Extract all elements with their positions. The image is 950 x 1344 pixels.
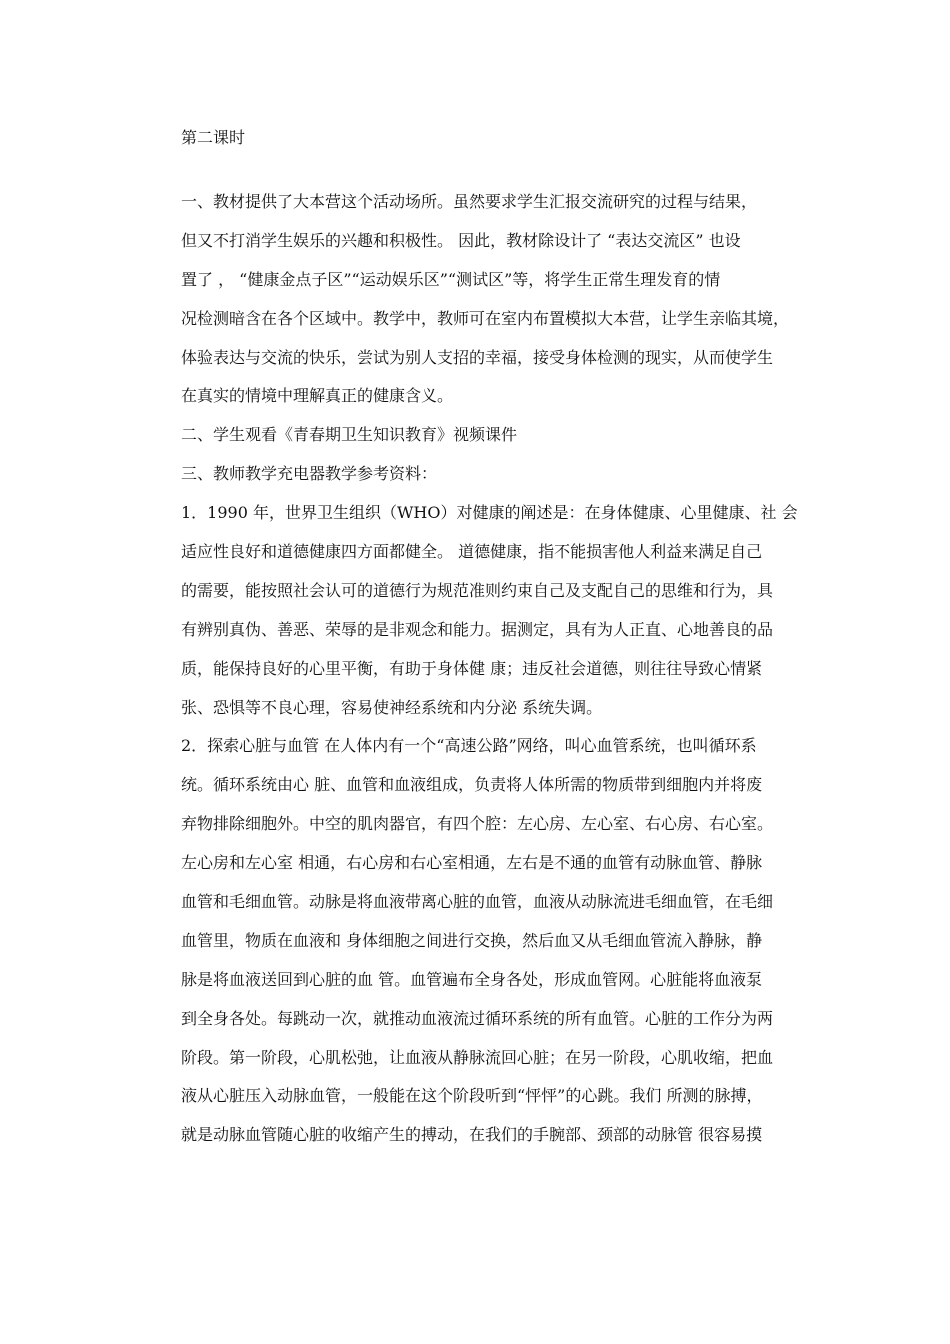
text-line: 一、教材提供了大本营这个活动场所。虽然要求学生汇报交流研究的过程与结果， (181, 192, 758, 211)
text-line: 适应性良好和道德健康四方面都健全。 道德健康，指不能损害他人利益来满足自己 (181, 542, 763, 562)
text-line: 张、恐惧等不良心理，容易使神经系统和内分泌 系统失调。 (181, 697, 603, 717)
text-line: 在真实的情境中理解真正的健康含义。 (181, 386, 454, 406)
text-line: 弃物排除细胞外。中空的肌肉器官，有四个腔：左心房、左心室、右心房、右心室。 (181, 814, 774, 834)
text-line: 体验表达与交流的快乐，尝试为别人支招的幸福，接受身体检测的现实，从而使学生 (181, 347, 774, 367)
lesson-title: 第二课时 (181, 128, 246, 147)
text-line: 就是动脉血管随心脏的收缩产生的搏动，在我们的手腕部、颈部的动脉管 很容易摸 (181, 1125, 763, 1145)
text-line: 二、学生观看《青春期卫生知识教育》视频课件 (181, 425, 518, 445)
text-line: 左心房和左心室 相通，右心房和右心室相通，左右是不通的血管有动脉血管、静脉 (181, 853, 763, 873)
text-line: 但又不打消学生娱乐的兴趣和积极性。 因此，教材除设计了 “表达交流区” 也设 (181, 230, 741, 250)
text-line: 置了 ， “健康金点子区”“运动娱乐区”“测试区”等，将学生正常生理发育的情 (181, 269, 721, 289)
text-line: 血管里，物质在血液和 身体细胞之间进行交换，然后血又从毛细血管流入静脉，静 (181, 930, 763, 950)
text-line: 有辨别真伪、善恶、荣辱的是非观念和能力。据测定，具有为人正直、心地善良的品 (181, 619, 774, 639)
text-line: 血管和毛细血管。动脉是将血液带离心脏的血管，血液从动脉流进毛细血管，在毛细 (181, 892, 774, 912)
text-line: 三、教师教学充电器教学参考资料： (181, 464, 438, 484)
text-line: 阶段。第一阶段，心肌松弛，让血液从静脉流回心脏；在另一阶段，心肌收缩，把血 (181, 1047, 774, 1067)
text-line: 质，能保持良好的心里平衡，有助于身体健 康；违反社会道德，则往往导致心情紧 (181, 658, 763, 678)
text-line: 况检测暗含在各个区域中。教学中，教师可在室内布置模拟大本营，让学生亲临其境， (181, 308, 790, 328)
text-line: 统。循环系统由心 脏、血管和血液组成，负责将人体所需的物质带到细胞内并将废 (181, 775, 763, 795)
text-line: 2．探索心脏与血管 在人体内有一个“高速公路”网络，叫心血管系统，也叫循环系 (181, 736, 757, 756)
text-line: 的需要，能按照社会认可的道德行为规范准则约束自己及支配自己的思维和行为，具 (181, 580, 774, 600)
text-line: 脉是将血液送回到心脏的血 管。血管遍布全身各处，形成血管网。心脏能将血液泵 (181, 969, 763, 989)
text-line: 到全身各处。每跳动一次，就推动血液流过循环系统的所有血管。心脏的工作分为两 (181, 1008, 774, 1028)
document-body (181, 190, 821, 1162)
text-line: 液从心脏压入动脉血管，一般能在这个阶段听到“怦怦”的心跳。我们 所测的脉搏， (181, 1086, 763, 1106)
text-line: 1．1990 年，世界卫生组织（WHO）对健康的阐述是：在身体健康、心里健康、社 会 (181, 503, 798, 523)
